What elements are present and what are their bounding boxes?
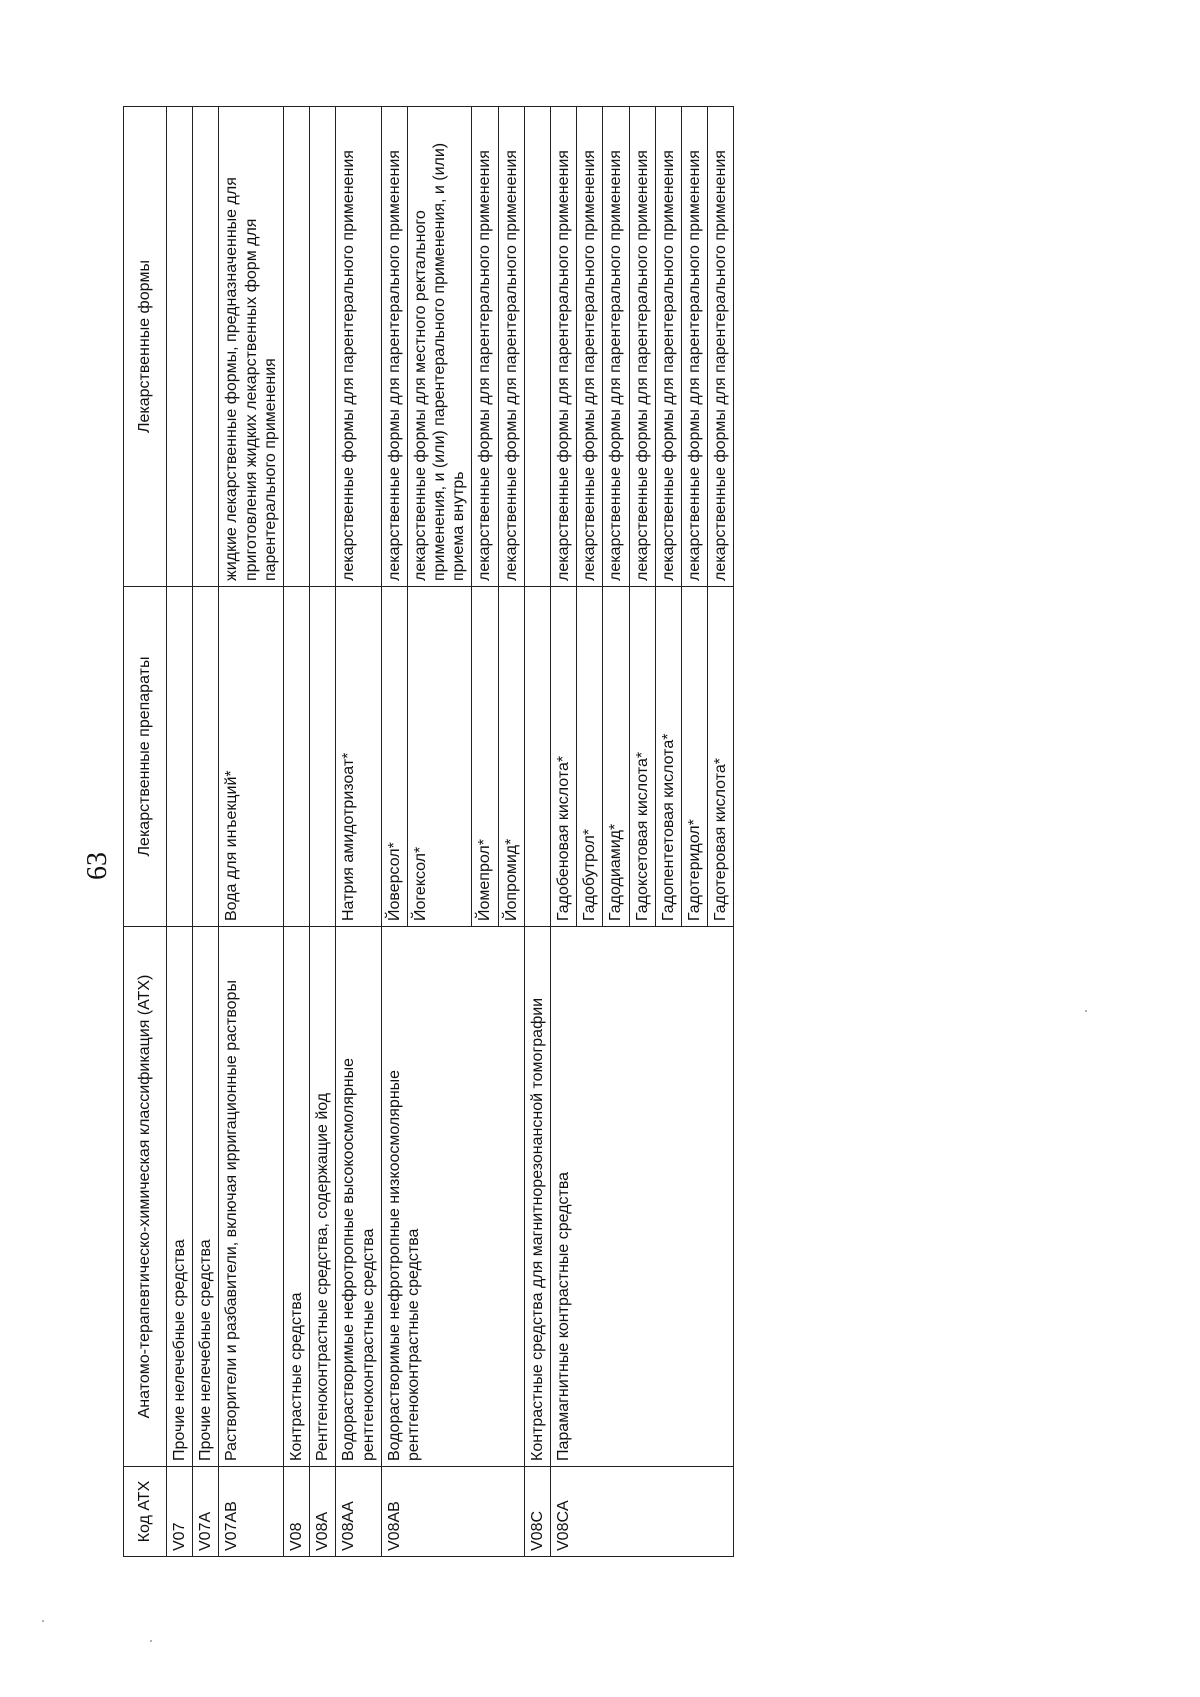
cell-form — [167, 107, 193, 587]
rotated-table-frame — [123, 106, 734, 1557]
scan-speck — [1085, 1010, 1087, 1012]
cell-classification: Растворители и разбавители, включая ирригационные растворы — [219, 927, 284, 1467]
cell-drug — [310, 587, 336, 927]
cell-drug: Вода для инъекций* — [219, 587, 284, 927]
cell-code: V08A — [310, 1467, 336, 1557]
rotated-table-wrapper — [123, 142, 1200, 1679]
cell-classification: Прочие нелечебные средства — [193, 927, 219, 1467]
cell-classification: Контрастные средства — [283, 927, 309, 1467]
cell-form: лекарственные формы для парентерального применения — [577, 107, 603, 587]
cell-classification: Прочие нелечебные средства — [167, 927, 193, 1467]
scan-speck — [150, 1640, 152, 1642]
table-row — [524, 107, 550, 1557]
cell-form: лекарственные формы для парентерального применения — [629, 107, 655, 587]
cell-classification: Рентгеноконтрастные средства, содержащие йод — [310, 927, 336, 1467]
cell-form: лекарственные формы для местного ректального применения, и (или) парентерального применения, и (или) приема внутрь — [407, 107, 472, 587]
atc-drug-table — [123, 106, 734, 1557]
header-classification: Анатомо-терапевтическо-химическая классификация (АТХ) — [124, 927, 167, 1467]
cell-code: V08AB — [381, 1467, 524, 1557]
cell-drug — [193, 587, 219, 927]
table-row — [283, 107, 309, 1557]
cell-code: V07AB — [219, 1467, 284, 1557]
scan-speck — [42, 1620, 44, 1622]
cell-form: лекарственные формы для парентерального применения — [681, 107, 707, 587]
header-forms: Лекарственные формы — [124, 107, 167, 587]
cell-code: V08C — [524, 1467, 550, 1557]
cell-drug: Гадоксетовая кислота* — [629, 587, 655, 927]
cell-form: лекарственные формы для парентерального применения — [551, 107, 577, 587]
cell-drug: Йопромид* — [498, 587, 524, 927]
page-number: 63 — [82, 852, 113, 880]
cell-form: лекарственные формы для парентерального применения — [498, 107, 524, 587]
table-row — [167, 107, 193, 1557]
cell-drug: Гадобеновая кислота* — [551, 587, 577, 927]
table-header-row — [124, 107, 167, 1557]
cell-code: V08CA — [551, 1467, 734, 1557]
cell-drug: Гадодиамид* — [603, 587, 629, 927]
table-row — [336, 107, 381, 1557]
header-code: Код АТХ — [124, 1467, 167, 1557]
cell-form: лекарственные формы для парентерального применения — [655, 107, 681, 587]
cell-drug: Натрия амидотризоат* — [336, 587, 381, 927]
cell-drug: Гадобутрол* — [577, 587, 603, 927]
table-row — [310, 107, 336, 1557]
cell-drug — [524, 587, 550, 927]
table-row — [193, 107, 219, 1557]
cell-code: V07A — [193, 1467, 219, 1557]
cell-form: лекарственные формы для парентерального применения — [472, 107, 498, 587]
cell-classification: Контрастные средства для магнитнорезонансной томографии — [524, 927, 550, 1467]
cell-drug — [283, 587, 309, 927]
cell-form — [310, 107, 336, 587]
table-row — [381, 107, 407, 1557]
cell-code: V08 — [283, 1467, 309, 1557]
cell-classification: Водорастворимые нефротропные низкоосмолярные рентгеноконтрастные средства — [381, 927, 524, 1467]
cell-form — [524, 107, 550, 587]
cell-drug — [167, 587, 193, 927]
cell-drug: Гадотеровая кислота* — [708, 587, 734, 927]
cell-form — [283, 107, 309, 587]
cell-code: V07 — [167, 1467, 193, 1557]
cell-form: лекарственные формы для парентерального применения — [381, 107, 407, 587]
cell-drug: Йогексол* — [407, 587, 472, 927]
cell-form — [193, 107, 219, 587]
cell-form: лекарственные формы для парентерального применения — [708, 107, 734, 587]
cell-drug: Гадотеридол* — [681, 587, 707, 927]
cell-drug: Гадопентетовая кислота* — [655, 587, 681, 927]
cell-drug: Йомепрол* — [472, 587, 498, 927]
cell-classification: Водорастворимые нефротропные высокоосмолярные рентгеноконтрастные средства — [336, 927, 381, 1467]
cell-code: V08AA — [336, 1467, 381, 1557]
table-row — [219, 107, 284, 1557]
cell-form: лекарственные формы для парентерального применения — [603, 107, 629, 587]
table-row — [551, 107, 577, 1557]
cell-form: лекарственные формы для парентерального применения — [336, 107, 381, 587]
cell-drug: Йоверсол* — [381, 587, 407, 927]
cell-classification: Парамагнитные контрастные средства — [551, 927, 734, 1467]
cell-form: жидкие лекарственные формы, предназначенные для приготовления жидких лекарственных форм для парентерального применения — [219, 107, 284, 587]
header-drugs: Лекарственные препараты — [124, 587, 167, 927]
